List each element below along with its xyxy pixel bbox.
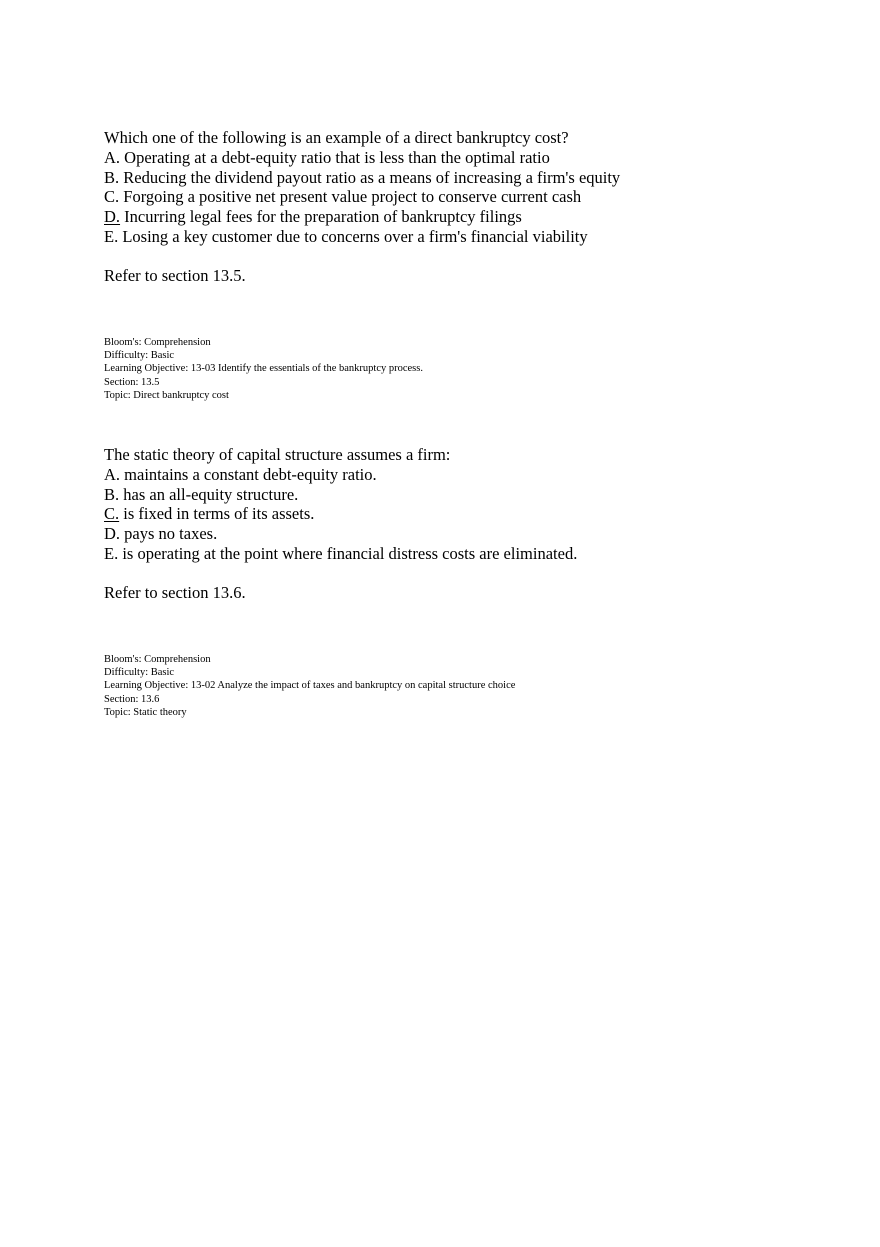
option-text: pays no taxes.: [120, 524, 218, 544]
question-metadata: [104, 336, 844, 403]
option-d: [104, 524, 844, 544]
blooms-level: Bloom's: Comprehension: [104, 653, 211, 665]
question-stem: Which one of the following is an example of a direct bankruptcy cost?: [104, 128, 569, 147]
question-2: [104, 445, 844, 720]
option-letter: E.: [104, 226, 119, 246]
option-a: [104, 465, 844, 485]
option-text: has an all-equity structure.: [119, 484, 299, 504]
option-letter: C.: [104, 187, 120, 207]
question-stem: The static theory of capital structure assumes a firm:: [104, 445, 451, 464]
option-a: [104, 148, 844, 168]
option-text: Losing a key customer due to concerns over a firm's financial viability: [118, 226, 588, 246]
option-letter: E.: [104, 543, 119, 563]
option-letter: A.: [104, 147, 121, 167]
option-letter: A.: [104, 464, 121, 484]
option-e: [104, 544, 844, 564]
refer-section: Refer to section 13.5.: [104, 265, 246, 285]
learning-objective: Learning Objective: 13-02 Analyze the impact of taxes and bankruptcy on capital structure choice: [104, 680, 516, 692]
option-letter: D.: [104, 524, 121, 544]
option-text: Forgoing a positive net present value project to conserve current cash: [119, 187, 582, 207]
topic: Topic: Static theory: [104, 707, 187, 719]
option-d: [104, 207, 844, 227]
option-b: [104, 485, 844, 505]
option-text: is operating at the point where financial distress costs are eliminated.: [118, 543, 578, 563]
option-text: Operating at a debt-equity ratio that is less than the optimal ratio: [120, 147, 550, 167]
option-letter-correct: C.: [104, 504, 120, 524]
option-letter: B.: [104, 167, 120, 187]
question-metadata: [104, 653, 844, 720]
topic: Topic: Direct bankruptcy cost: [104, 390, 229, 402]
option-letter-correct: D.: [104, 207, 121, 227]
section: Section: 13.6: [104, 693, 160, 705]
option-b: [104, 168, 844, 188]
blooms-level: Bloom's: Comprehension: [104, 336, 211, 348]
option-text: Incurring legal fees for the preparation of bankruptcy filings: [120, 207, 522, 227]
learning-objective: Learning Objective: 13-03 Identify the essentials of the bankruptcy process.: [104, 363, 423, 375]
difficulty: Difficulty: Basic: [104, 666, 175, 678]
difficulty: Difficulty: Basic: [104, 349, 175, 361]
refer-section: Refer to section 13.6.: [104, 582, 246, 602]
section: Section: 13.5: [104, 376, 160, 388]
option-text: is fixed in terms of its assets.: [119, 504, 315, 524]
option-c: [104, 187, 844, 207]
option-text: Reducing the dividend payout ratio as a means of increasing a firm's equity: [119, 167, 621, 187]
option-letter: B.: [104, 484, 120, 504]
option-c: [104, 504, 844, 524]
option-text: maintains a constant debt-equity ratio.: [120, 464, 377, 484]
option-e: [104, 227, 844, 247]
question-1: [104, 128, 844, 403]
